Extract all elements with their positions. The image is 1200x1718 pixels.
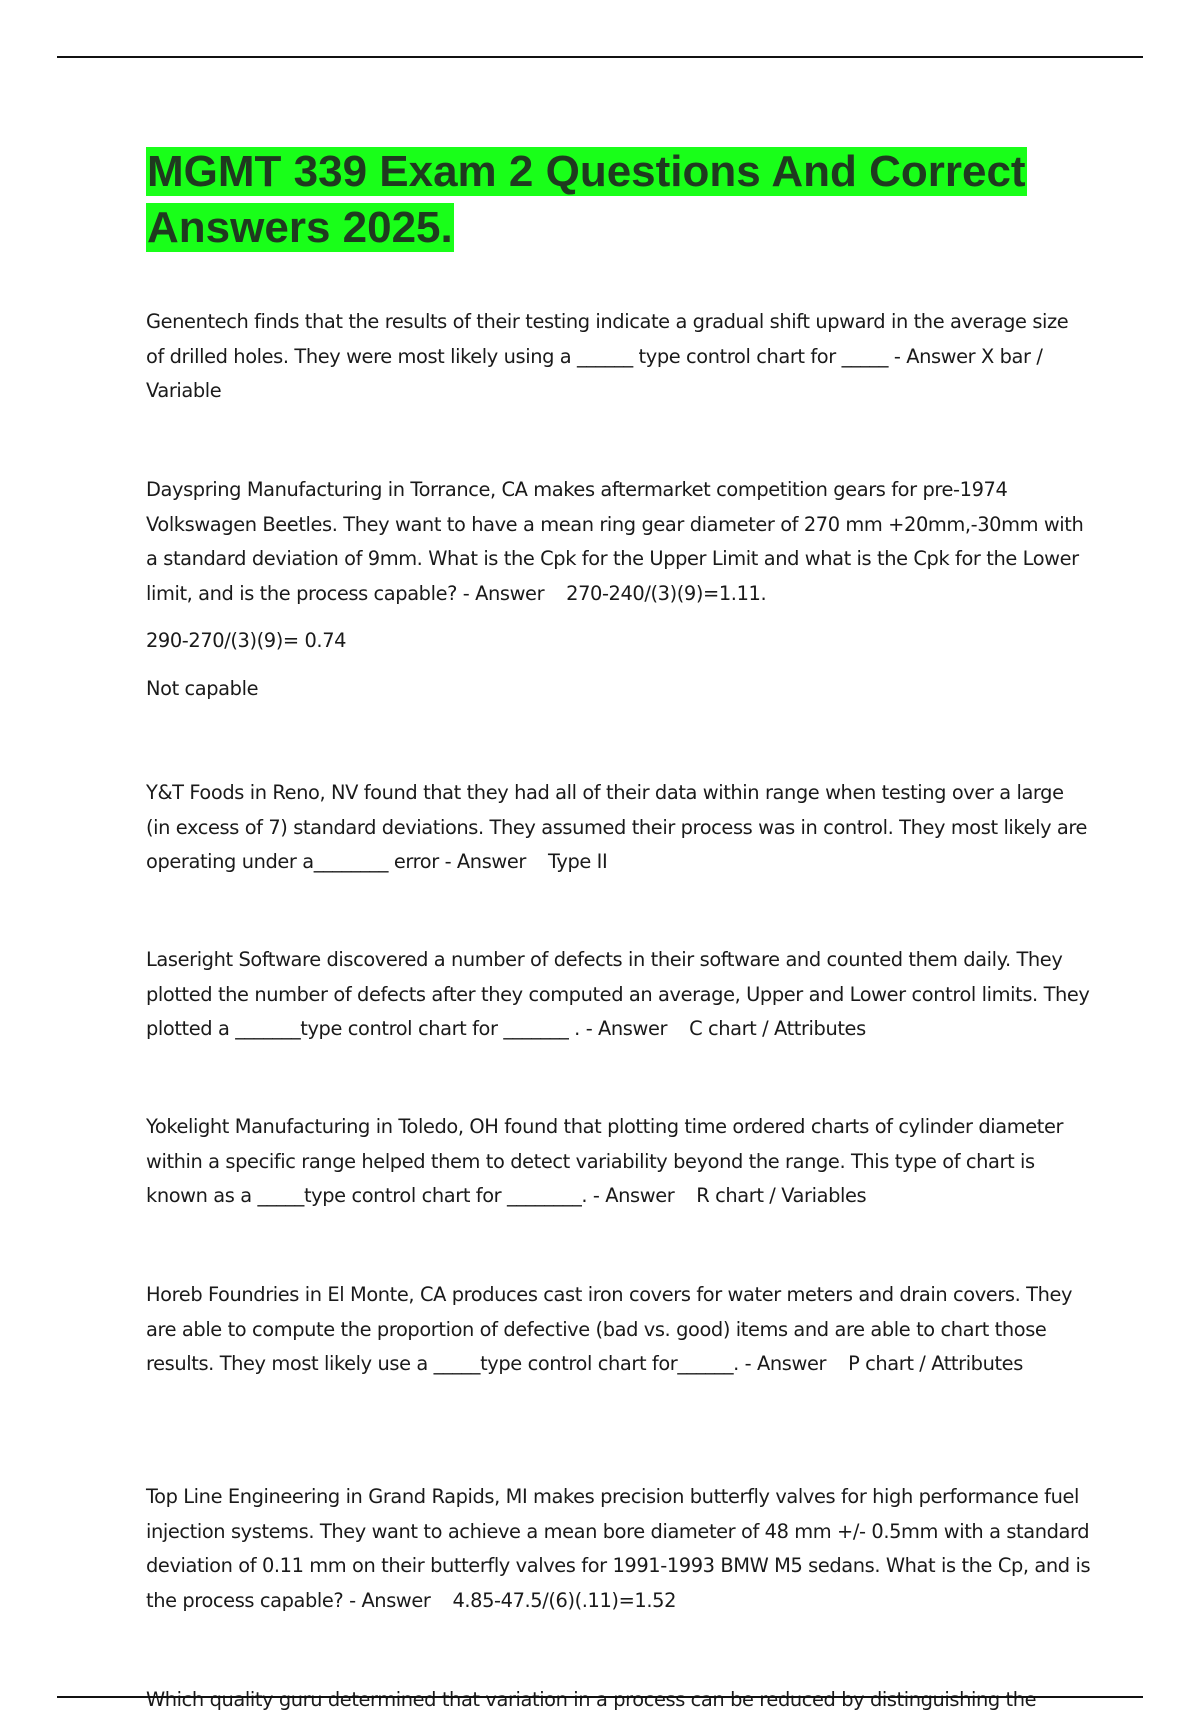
qa-item	[146, 943, 1091, 1047]
qa-text	[146, 305, 1091, 409]
question-text: Top Line Engineering in Grand Rapids, MI makes precision butterfly valves for high performance fuel injection systems. They want to achieve a mean bore diameter of 48 mm +/- 0.5mm with a standard deviation of 0.11 mm on their butterfly valves for 1991-1993 BMW M5 sedans. What is the Cp, and is the process capable? - Answer	[146, 1485, 1091, 1612]
qa-text	[146, 943, 1091, 1047]
answer-text: P chart / Attributes	[848, 1352, 1023, 1375]
document-title: MGMT 339 Exam 2 Questions And Correct Answers 2025.	[147, 147, 1026, 252]
answer-text: X bar / Variable	[146, 344, 1043, 402]
answer-line: 290-270/(3)(9)= 0.74	[146, 629, 347, 652]
qa-item	[146, 473, 1091, 706]
question-text: Laseright Software discovered a number of defects in their software and counted them daily. They plotted the number of defects after they computed an average, Upper and Lower control limits. They plotted a _______type control chart for _______ . - Answer	[146, 948, 1090, 1040]
qa-text	[146, 1278, 1091, 1382]
answer-text: 270-240/(3)(9)=1.11.	[566, 581, 767, 605]
answer-text: R chart / Variables	[696, 1184, 867, 1207]
question-text: Horeb Foundries in El Monte, CA produces cast iron covers for water meters and drain covers. They are able to compute the proportion of defective (bad vs. good) items and are able to chart those results. They most likely use a _____type control chart for______. - Answer	[146, 1283, 1073, 1375]
qa-item	[146, 1480, 1091, 1618]
answer-text: Type II	[547, 850, 608, 873]
answer-text: 4.85-47.5/(6)(.11)=1.52	[452, 1588, 677, 1612]
qa-text	[146, 776, 1091, 880]
qa-item	[146, 776, 1091, 880]
qa-text	[146, 473, 1091, 611]
question-text: Genentech finds that the results of their testing indicate a gradual shift upward in the average size of drilled holes. They were most likely using a ______ type control chart for _____ - Answer	[146, 310, 1069, 368]
qa-item	[146, 1110, 1091, 1214]
header-rule	[57, 56, 1143, 58]
qa-item	[146, 305, 1091, 409]
footer-rule	[57, 1696, 1143, 1698]
question-text: Y&T Foods in Reno, NV found that they had all of their data within range when testing over a large (in excess of 7) standard deviations. They assumed their process was in control. They most likely are operating under a________ error - Answer	[146, 781, 1088, 873]
question-text: Dayspring Manufacturing in Torrance, CA makes aftermarket competition gears for pre-1974 Volkswagen Beetles. They want to have a mean ring gear diameter of 270 mm +20mm,-30mm with a standard deviation of 9mm. What is the Cpk for the Upper Limit and what is the Cpk for the Lower limit, and is the process capable? - Answer	[146, 478, 1084, 605]
cutoff-question-text: Which quality guru determined that variation in a process can be reduced by distinguishing the	[146, 1688, 1037, 1711]
answer-line: Not capable	[146, 676, 259, 700]
qa-item	[146, 1278, 1091, 1382]
answer-text: C chart / Attributes	[689, 1017, 866, 1040]
qa-text	[146, 1110, 1091, 1214]
question-text: Yokelight Manufacturing in Toledo, OH found that plotting time ordered charts of cylinder diameter within a specific range helped them to detect variability beyond the range. This type of chart is known as a _____type control chart for ________. - Answer	[146, 1115, 1064, 1207]
qa-text	[146, 1480, 1091, 1618]
